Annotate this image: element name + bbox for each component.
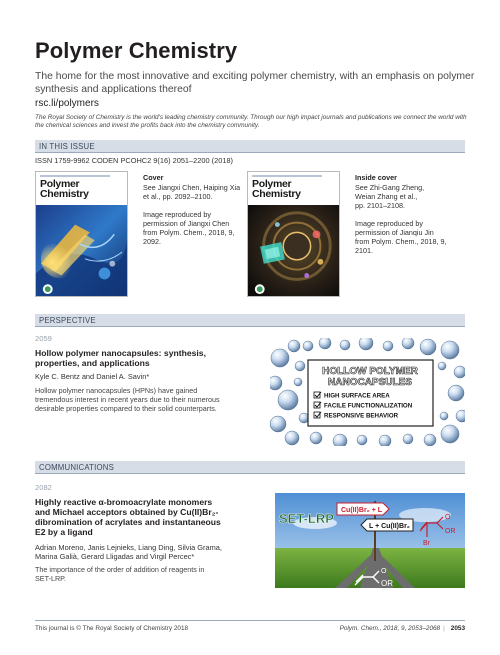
cover-credit-line: permission of Jiangxi Chen [143,219,230,228]
perspective-article-title[interactable] [35,348,255,368]
journal-title: Polymer Chemistry [35,38,238,63]
title-line: dibromination of acrylates and instantaneous [35,517,221,527]
communication-article-authors [35,543,250,561]
graphic-heading: NANOCAPSULES [328,377,412,388]
author-line: Adrian Moreno, Janis Lejnieks, Liang Ding, Silvia Grama, [35,543,222,552]
or-label: OR [381,579,393,588]
article-page-number[interactable]: 2059 [35,334,52,343]
communication-article-abstract [35,565,260,583]
cover-credit-line: 2092. [143,237,161,246]
cover-label: Inside cover [355,173,397,182]
section-bar-perspective [35,314,465,327]
cover-credit-line: Image reproduced by [355,219,423,228]
cover-credit-line: Image reproduced by [143,210,211,219]
front-cover-artwork [36,204,127,297]
abstract-line: desirable properties compared to their solid counterparts. [35,404,217,413]
inside-cover-caption [355,173,475,255]
cover-journal-title-2: Chemistry [252,188,301,200]
section-label: PERSPECTIVE [39,316,96,325]
rsc-statement: The Royal Society of Chemistry is the world's leading chemistry community. Through our high impact journals and publications we connect the world with the chemical sciences and invest the profits back into the chemistry community. [35,114,467,129]
abstract-line: The importance of the order of addition of reagents in [35,565,205,574]
journal-tagline: The home for the most innovative and exciting polymer chemistry, with an emphasis on polymer synthesis and applications thereof [35,71,475,95]
cover-see-line[interactable]: See Zhi-Gang Zheng, [355,183,425,192]
abstract-line: SET-LRP. [35,574,67,583]
perspective-article-abstract [35,386,260,413]
issue-info: ISSN 1759-9962 CODEN PCOHC2 9(16) 2051–2200 (2018) [35,156,234,165]
graphic-bullet: FACILE FUNCTIONALIZATION [324,402,413,410]
abstract-line: Hollow polymer nanocapsules (HPNs) have gained [35,386,198,395]
title-line: Highly reactive α-bromoacrylate monomers [35,497,213,507]
footer-copyright: This journal is © The Royal Society of Chemistry 2018 [35,625,189,632]
footer-citation: Polym. Chem., 2018, 9, 2053–2068 | 2053 [339,625,465,632]
cover-see-line[interactable]: See Jiangxi Chen, Haiping Xia [143,183,241,192]
section-bar-in-this-issue [35,140,465,153]
svg-text:O: O [381,568,387,575]
section-label: COMMUNICATIONS [39,463,114,472]
footer-journal-citation: Polym. Chem., 2018, 9, 2053–2068 [339,625,441,632]
cover-credit-line: 2101. [355,246,373,255]
set-lrp-graphic[interactable] [275,493,465,588]
cover-see-line[interactable]: et al., pp. 2092–2100. [143,192,213,201]
sign-bottom-text: L + Cu(II)Br₂ [369,523,410,530]
perspective-article-authors: Kyle C. Bentz and Daniel A. Savin* [35,372,150,381]
set-lrp-label: SET-LRP [279,511,334,526]
title-line: and Michael acceptors obtained by Cu(II)Br₂- [35,507,219,517]
front-cover-image[interactable] [35,171,128,297]
title-line: properties, and applications [35,358,150,368]
cover-see-line[interactable]: pp. 2101–2108. [355,201,405,210]
graphic-bullet: HIGH SURFACE AREA [324,392,390,400]
section-label: IN THIS ISSUE [39,142,95,151]
nanocapsules-graphic[interactable] [270,338,465,446]
svg-text:OR: OR [445,528,456,535]
footer-page-number: 2053 [450,625,465,632]
cover-journal-title-1: Polymer [252,178,292,190]
cover-credit-line: from Polym. Chem., 2018, 9, [355,237,447,246]
cover-journal-title-1: Polymer [40,178,80,190]
cover-label: Cover [143,173,164,182]
graphic-heading: HOLLOW POLYMER [322,366,418,377]
br-label: Br [423,540,430,547]
crossroads-artwork [275,493,465,588]
cover-credit-line: permission of Jianqiu Jin [355,228,434,237]
bubbles-artwork [270,338,465,446]
front-cover-caption [143,173,263,246]
title-line: E2 by a ligand [35,527,93,537]
graphic-bullet: RESPONSIVE BEHAVIOR [324,412,399,420]
footer-rule [35,620,465,621]
sign-top-text: Cu(II)Br₂ + L [341,507,383,514]
communication-article-title[interactable] [35,497,255,537]
article-page-number[interactable]: 2082 [35,483,52,492]
title-line: Hollow polymer nanocapsules: synthesis, [35,348,206,358]
inside-cover-artwork [248,204,339,297]
svg-text:O: O [445,514,451,521]
abstract-line: tremendous interest in recent years due to their numerous [35,395,220,404]
cover-journal-title-2: Chemistry [40,188,89,200]
cover-credit-line: from Polym. Chem., 2018, 9, [143,228,235,237]
cover-see-line[interactable]: Weian Zhang et al., [355,192,418,201]
journal-url[interactable]: rsc.li/polymers [35,98,99,109]
author-line: Marina Galià, Gerard Lligadas and Virgil Percec* [35,552,195,561]
inside-cover-image[interactable] [247,171,340,297]
section-bar-communications [35,461,465,474]
